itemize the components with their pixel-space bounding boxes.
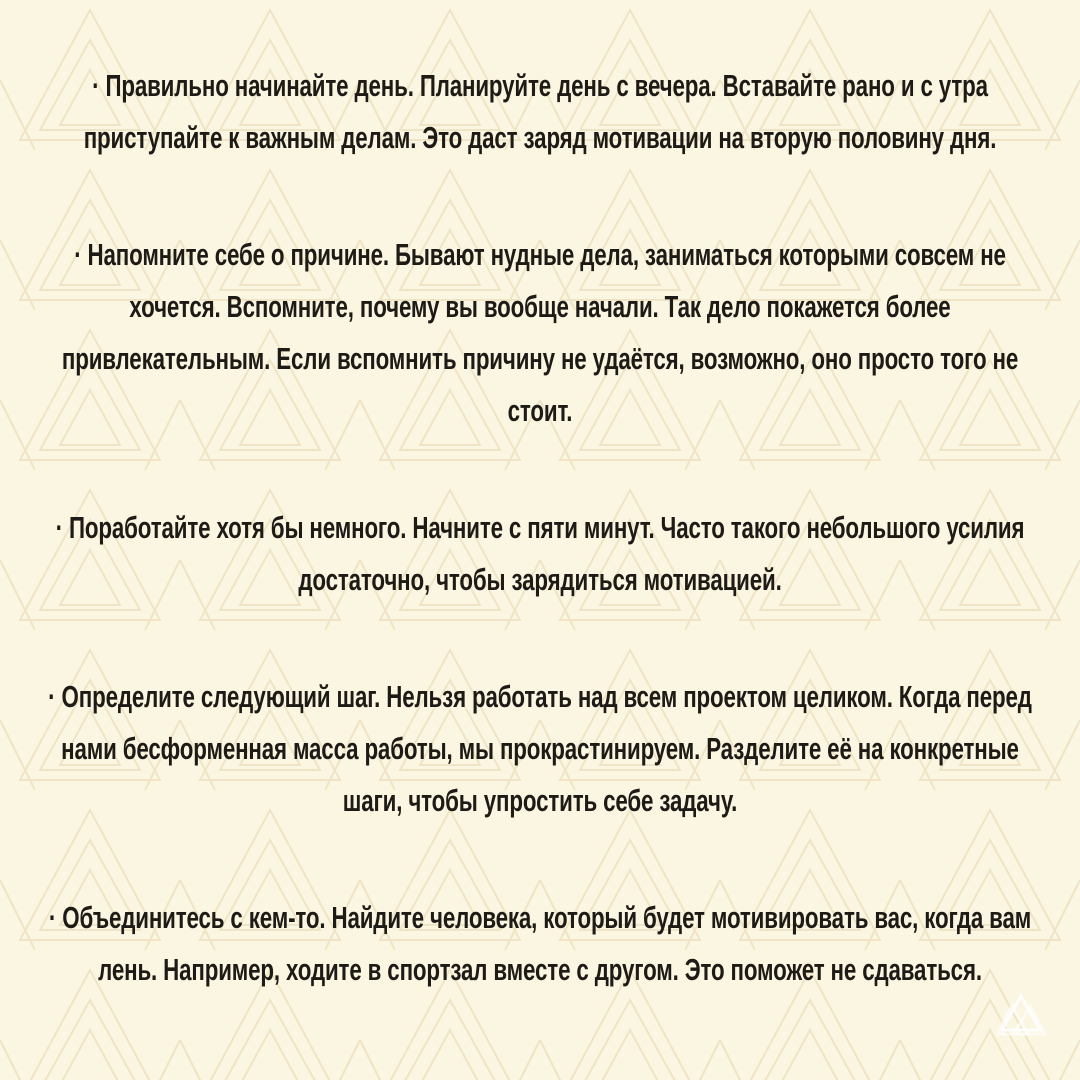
tip-work-a-little: · Поработайте хотя бы немного. Начните с пяти минут. Часто такого небольшого усилия достаточно, чтобы зарядиться мотивацией. bbox=[55, 510, 1025, 597]
tip-team-up: · Объединитесь с кем-то. Найдите человека, который будет мотивировать вас, когда вам лень. Например, ходите в спортзал вместе с другом. Это поможет не сдаваться. bbox=[48, 900, 1032, 987]
tips-list bbox=[30, 60, 1050, 996]
tip-start-day: · Правильно начинайте день. Планируйте день с вечера. Вставайте рано и с утра приступайте к важным делам. Это даст заряд мотивации на вторую половину дня. bbox=[83, 68, 997, 155]
valknut-triangle-icon bbox=[996, 992, 1046, 1042]
tip-reason: · Напомните себе о причине. Бывают нудные дела, заниматься которыми совсем не хочется. Вспомните, почему вы вообще начали. Так дело покажется более привлекательным. Если вспомнить причину не удаётся, возможно, оно просто того не стоит. bbox=[61, 237, 1019, 428]
tip-next-step: · Определите следующий шаг. Нельзя работать над всем проектом целиком. Когда перед нами бесформенная масса работы, мы прокрастинируем. Разделите её на конкретные шаги, чтобы упростить себе задачу. bbox=[48, 679, 1032, 818]
